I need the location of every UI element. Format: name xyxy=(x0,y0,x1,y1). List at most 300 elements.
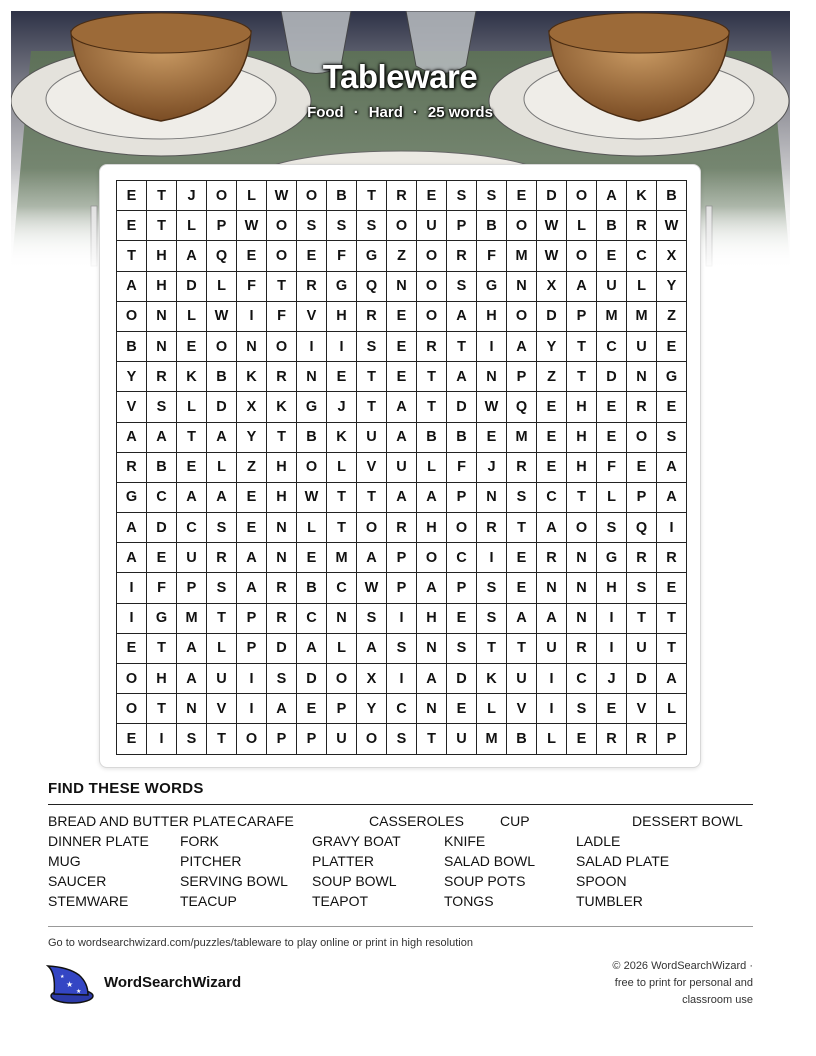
grid-cell[interactable]: E xyxy=(327,362,357,392)
grid-cell[interactable]: R xyxy=(627,392,657,422)
grid-cell[interactable]: Q xyxy=(207,241,237,271)
grid-cell[interactable]: C xyxy=(177,513,207,543)
grid-cell[interactable]: B xyxy=(597,211,627,241)
grid-cell[interactable]: Z xyxy=(537,362,567,392)
grid-cell[interactable]: Y xyxy=(357,694,387,724)
grid-cell[interactable]: A xyxy=(177,664,207,694)
grid-cell[interactable]: V xyxy=(117,392,147,422)
grid-cell[interactable]: C xyxy=(597,331,627,361)
grid-cell[interactable]: K xyxy=(237,362,267,392)
grid-cell[interactable]: X xyxy=(657,241,687,271)
grid-cell[interactable]: O xyxy=(327,664,357,694)
grid-cell[interactable]: A xyxy=(177,633,207,663)
play-online-link[interactable]: Go to wordsearchwizard.com/puzzles/tableware to play online or print in high resolution xyxy=(48,937,473,949)
grid-cell[interactable]: U xyxy=(417,211,447,241)
grid-cell[interactable]: A xyxy=(117,513,147,543)
grid-cell[interactable]: G xyxy=(117,482,147,512)
grid-cell[interactable]: U xyxy=(177,543,207,573)
grid-cell[interactable]: T xyxy=(627,603,657,633)
grid-cell[interactable]: N xyxy=(477,362,507,392)
grid-cell[interactable]: E xyxy=(597,422,627,452)
grid-cell[interactable]: A xyxy=(417,573,447,603)
grid-cell[interactable]: A xyxy=(207,422,237,452)
grid-cell[interactable]: R xyxy=(597,724,627,754)
grid-cell[interactable]: B xyxy=(327,181,357,211)
grid-cell[interactable]: T xyxy=(417,362,447,392)
grid-cell[interactable]: H xyxy=(147,664,177,694)
grid-cell[interactable]: I xyxy=(597,633,627,663)
grid-cell[interactable]: O xyxy=(417,241,447,271)
grid-cell[interactable]: S xyxy=(297,211,327,241)
grid-cell[interactable]: T xyxy=(147,633,177,663)
grid-cell[interactable]: T xyxy=(507,513,537,543)
grid-cell[interactable]: K xyxy=(477,664,507,694)
grid-cell[interactable]: T xyxy=(477,633,507,663)
grid-cell[interactable]: S xyxy=(477,603,507,633)
grid-cell[interactable]: I xyxy=(387,603,417,633)
grid-cell[interactable]: X xyxy=(237,392,267,422)
grid-cell[interactable]: O xyxy=(207,181,237,211)
grid-cell[interactable]: P xyxy=(387,543,417,573)
grid-cell[interactable]: T xyxy=(327,513,357,543)
grid-cell[interactable]: W xyxy=(237,211,267,241)
grid-cell[interactable]: U xyxy=(627,331,657,361)
grid-cell[interactable]: Z xyxy=(237,452,267,482)
grid-cell[interactable]: A xyxy=(537,603,567,633)
grid-cell[interactable]: L xyxy=(237,181,267,211)
grid-cell[interactable]: I xyxy=(387,664,417,694)
grid-cell[interactable]: E xyxy=(657,392,687,422)
grid-cell[interactable]: S xyxy=(627,573,657,603)
grid-cell[interactable]: O xyxy=(507,211,537,241)
grid-cell[interactable]: O xyxy=(117,664,147,694)
grid-cell[interactable]: E xyxy=(597,392,627,422)
grid-cell[interactable]: T xyxy=(447,331,477,361)
grid-cell[interactable]: Q xyxy=(507,392,537,422)
grid-cell[interactable]: P xyxy=(297,724,327,754)
grid-cell[interactable]: U xyxy=(597,271,627,301)
grid-cell[interactable]: S xyxy=(357,331,387,361)
grid-cell[interactable]: F xyxy=(597,452,627,482)
grid-cell[interactable]: A xyxy=(597,181,627,211)
grid-cell[interactable]: T xyxy=(657,633,687,663)
grid-cell[interactable]: D xyxy=(447,392,477,422)
grid-cell[interactable]: L xyxy=(657,694,687,724)
grid-cell[interactable]: S xyxy=(447,181,477,211)
grid-cell[interactable]: S xyxy=(327,211,357,241)
grid-cell[interactable]: A xyxy=(357,543,387,573)
grid-cell[interactable]: N xyxy=(177,694,207,724)
grid-cell[interactable]: O xyxy=(627,422,657,452)
grid-cell[interactable]: R xyxy=(627,724,657,754)
grid-cell[interactable]: E xyxy=(177,452,207,482)
grid-cell[interactable]: K xyxy=(627,181,657,211)
grid-cell[interactable]: E xyxy=(447,603,477,633)
grid-cell[interactable]: A xyxy=(237,573,267,603)
grid-cell[interactable]: S xyxy=(597,513,627,543)
grid-cell[interactable]: S xyxy=(477,181,507,211)
grid-cell[interactable]: N xyxy=(267,513,297,543)
grid-cell[interactable]: P xyxy=(207,211,237,241)
grid-cell[interactable]: D xyxy=(177,271,207,301)
grid-cell[interactable]: O xyxy=(447,513,477,543)
grid-cell[interactable]: G xyxy=(147,603,177,633)
grid-cell[interactable]: M xyxy=(507,241,537,271)
grid-cell[interactable]: W xyxy=(297,482,327,512)
grid-cell[interactable]: O xyxy=(267,211,297,241)
grid-cell[interactable]: O xyxy=(297,452,327,482)
grid-cell[interactable]: R xyxy=(267,603,297,633)
grid-cell[interactable]: W xyxy=(657,211,687,241)
grid-cell[interactable]: F xyxy=(447,452,477,482)
grid-cell[interactable]: H xyxy=(147,271,177,301)
grid-cell[interactable]: G xyxy=(477,271,507,301)
grid-cell[interactable]: E xyxy=(627,452,657,482)
grid-cell[interactable]: T xyxy=(417,724,447,754)
grid-cell[interactable]: T xyxy=(657,603,687,633)
grid-cell[interactable]: L xyxy=(327,452,357,482)
grid-cell[interactable]: S xyxy=(507,482,537,512)
grid-cell[interactable]: P xyxy=(627,482,657,512)
grid-cell[interactable]: S xyxy=(357,211,387,241)
grid-cell[interactable]: A xyxy=(447,362,477,392)
grid-cell[interactable]: O xyxy=(417,543,447,573)
grid-cell[interactable]: S xyxy=(387,633,417,663)
grid-cell[interactable]: B xyxy=(477,211,507,241)
grid-cell[interactable]: D xyxy=(297,664,327,694)
grid-cell[interactable]: B xyxy=(297,573,327,603)
grid-cell[interactable]: B xyxy=(657,181,687,211)
grid-cell[interactable]: B xyxy=(117,331,147,361)
grid-cell[interactable]: O xyxy=(507,301,537,331)
grid-cell[interactable]: O xyxy=(117,301,147,331)
grid-cell[interactable]: L xyxy=(537,724,567,754)
grid-cell[interactable]: L xyxy=(207,452,237,482)
grid-cell[interactable]: L xyxy=(627,271,657,301)
grid-cell[interactable]: D xyxy=(267,633,297,663)
grid-cell[interactable]: R xyxy=(357,301,387,331)
grid-cell[interactable]: T xyxy=(327,482,357,512)
grid-cell[interactable]: E xyxy=(297,543,327,573)
grid-cell[interactable]: S xyxy=(447,633,477,663)
grid-cell[interactable]: W xyxy=(537,241,567,271)
grid-cell[interactable]: H xyxy=(567,422,597,452)
grid-cell[interactable]: E xyxy=(447,694,477,724)
grid-cell[interactable]: T xyxy=(147,181,177,211)
grid-cell[interactable]: X xyxy=(357,664,387,694)
grid-cell[interactable]: T xyxy=(207,603,237,633)
grid-cell[interactable]: W xyxy=(357,573,387,603)
grid-cell[interactable]: U xyxy=(387,452,417,482)
grid-cell[interactable]: I xyxy=(327,331,357,361)
grid-cell[interactable]: T xyxy=(567,362,597,392)
grid-cell[interactable]: I xyxy=(117,603,147,633)
grid-cell[interactable]: A xyxy=(117,422,147,452)
grid-cell[interactable]: O xyxy=(567,241,597,271)
grid-cell[interactable]: G xyxy=(297,392,327,422)
grid-cell[interactable]: P xyxy=(177,573,207,603)
grid-cell[interactable]: Y xyxy=(117,362,147,392)
grid-cell[interactable]: D xyxy=(207,392,237,422)
grid-cell[interactable]: V xyxy=(357,452,387,482)
grid-cell[interactable]: O xyxy=(357,513,387,543)
grid-cell[interactable]: N xyxy=(567,543,597,573)
grid-cell[interactable]: E xyxy=(597,241,627,271)
grid-cell[interactable]: D xyxy=(447,664,477,694)
grid-cell[interactable]: A xyxy=(297,633,327,663)
grid-cell[interactable]: E xyxy=(477,422,507,452)
grid-cell[interactable]: R xyxy=(147,362,177,392)
grid-cell[interactable]: M xyxy=(177,603,207,633)
grid-cell[interactable]: D xyxy=(537,301,567,331)
grid-cell[interactable]: O xyxy=(297,181,327,211)
grid-cell[interactable]: E xyxy=(597,694,627,724)
grid-cell[interactable]: N xyxy=(567,603,597,633)
grid-cell[interactable]: I xyxy=(237,664,267,694)
grid-cell[interactable]: H xyxy=(567,452,597,482)
grid-cell[interactable]: P xyxy=(327,694,357,724)
grid-cell[interactable]: E xyxy=(537,452,567,482)
grid-cell[interactable]: S xyxy=(267,664,297,694)
grid-cell[interactable]: A xyxy=(537,513,567,543)
grid-cell[interactable]: J xyxy=(597,664,627,694)
grid-cell[interactable]: A xyxy=(147,422,177,452)
grid-cell[interactable]: N xyxy=(417,633,447,663)
grid-cell[interactable]: E xyxy=(537,392,567,422)
grid-cell[interactable]: R xyxy=(117,452,147,482)
grid-cell[interactable]: O xyxy=(387,211,417,241)
grid-cell[interactable]: A xyxy=(357,633,387,663)
grid-cell[interactable]: K xyxy=(267,392,297,422)
grid-cell[interactable]: A xyxy=(417,664,447,694)
grid-cell[interactable]: I xyxy=(297,331,327,361)
grid-cell[interactable]: Y xyxy=(537,331,567,361)
grid-cell[interactable]: U xyxy=(537,633,567,663)
grid-cell[interactable]: R xyxy=(267,573,297,603)
grid-cell[interactable]: D xyxy=(147,513,177,543)
grid-cell[interactable]: N xyxy=(417,694,447,724)
grid-cell[interactable]: D xyxy=(537,181,567,211)
grid-cell[interactable]: S xyxy=(177,724,207,754)
grid-cell[interactable]: A xyxy=(177,241,207,271)
grid-cell[interactable]: I xyxy=(237,301,267,331)
grid-cell[interactable]: N xyxy=(567,573,597,603)
grid-cell[interactable]: N xyxy=(507,271,537,301)
grid-cell[interactable]: A xyxy=(387,482,417,512)
grid-cell[interactable]: G xyxy=(657,362,687,392)
grid-cell[interactable]: N xyxy=(477,482,507,512)
grid-cell[interactable]: R xyxy=(297,271,327,301)
grid-cell[interactable]: U xyxy=(447,724,477,754)
grid-cell[interactable]: B xyxy=(147,452,177,482)
grid-cell[interactable]: T xyxy=(417,392,447,422)
grid-cell[interactable]: S xyxy=(207,573,237,603)
grid-cell[interactable]: R xyxy=(207,543,237,573)
grid-cell[interactable]: A xyxy=(507,603,537,633)
grid-cell[interactable]: M xyxy=(597,301,627,331)
grid-cell[interactable]: P xyxy=(387,573,417,603)
grid-cell[interactable]: R xyxy=(567,633,597,663)
grid-cell[interactable]: P xyxy=(237,633,267,663)
grid-cell[interactable]: H xyxy=(567,392,597,422)
grid-cell[interactable]: O xyxy=(207,331,237,361)
grid-cell[interactable]: A xyxy=(447,301,477,331)
grid-cell[interactable]: E xyxy=(117,211,147,241)
grid-cell[interactable]: L xyxy=(207,633,237,663)
grid-cell[interactable]: I xyxy=(237,694,267,724)
grid-cell[interactable]: E xyxy=(177,331,207,361)
grid-cell[interactable]: T xyxy=(267,422,297,452)
grid-cell[interactable]: Z xyxy=(657,301,687,331)
grid-cell[interactable]: S xyxy=(447,271,477,301)
grid-cell[interactable]: O xyxy=(417,301,447,331)
grid-cell[interactable]: P xyxy=(507,362,537,392)
grid-cell[interactable]: A xyxy=(657,452,687,482)
grid-cell[interactable]: R xyxy=(537,543,567,573)
grid-cell[interactable]: R xyxy=(387,513,417,543)
grid-cell[interactable]: T xyxy=(267,271,297,301)
grid-cell[interactable]: H xyxy=(597,573,627,603)
grid-cell[interactable]: P xyxy=(267,724,297,754)
grid-cell[interactable]: B xyxy=(447,422,477,452)
grid-cell[interactable]: F xyxy=(267,301,297,331)
grid-cell[interactable]: N xyxy=(147,301,177,331)
grid-cell[interactable]: N xyxy=(537,573,567,603)
grid-cell[interactable]: E xyxy=(507,543,537,573)
grid-cell[interactable]: E xyxy=(117,724,147,754)
grid-cell[interactable]: I xyxy=(477,331,507,361)
grid-cell[interactable]: H xyxy=(267,482,297,512)
grid-cell[interactable]: E xyxy=(507,181,537,211)
grid-cell[interactable]: N xyxy=(237,331,267,361)
grid-cell[interactable]: T xyxy=(357,362,387,392)
grid-cell[interactable]: T xyxy=(207,724,237,754)
grid-cell[interactable]: I xyxy=(117,573,147,603)
grid-cell[interactable]: K xyxy=(327,422,357,452)
grid-cell[interactable]: G xyxy=(357,241,387,271)
grid-cell[interactable]: T xyxy=(147,211,177,241)
grid-cell[interactable]: D xyxy=(627,664,657,694)
grid-cell[interactable]: Q xyxy=(627,513,657,543)
grid-cell[interactable]: D xyxy=(597,362,627,392)
grid-cell[interactable]: P xyxy=(447,482,477,512)
grid-cell[interactable]: I xyxy=(537,694,567,724)
grid-cell[interactable]: H xyxy=(417,513,447,543)
grid-cell[interactable]: V xyxy=(207,694,237,724)
grid-cell[interactable]: T xyxy=(117,241,147,271)
grid-cell[interactable]: R xyxy=(627,543,657,573)
grid-cell[interactable]: I xyxy=(147,724,177,754)
grid-cell[interactable]: O xyxy=(417,271,447,301)
grid-cell[interactable]: Y xyxy=(237,422,267,452)
grid-cell[interactable]: A xyxy=(387,422,417,452)
grid-cell[interactable]: S xyxy=(567,694,597,724)
grid-cell[interactable]: L xyxy=(177,211,207,241)
grid-cell[interactable]: U xyxy=(207,664,237,694)
grid-cell[interactable]: I xyxy=(537,664,567,694)
grid-cell[interactable]: O xyxy=(567,181,597,211)
grid-cell[interactable]: C xyxy=(297,603,327,633)
grid-cell[interactable]: E xyxy=(417,181,447,211)
grid-cell[interactable]: E xyxy=(657,573,687,603)
grid-cell[interactable]: A xyxy=(177,482,207,512)
grid-cell[interactable]: H xyxy=(147,241,177,271)
grid-cell[interactable]: B xyxy=(507,724,537,754)
grid-cell[interactable]: E xyxy=(297,694,327,724)
grid-cell[interactable]: E xyxy=(537,422,567,452)
grid-cell[interactable]: F xyxy=(327,241,357,271)
grid-cell[interactable]: G xyxy=(597,543,627,573)
grid-cell[interactable]: E xyxy=(657,331,687,361)
grid-cell[interactable]: U xyxy=(507,664,537,694)
grid-cell[interactable]: E xyxy=(147,543,177,573)
grid-cell[interactable]: H xyxy=(327,301,357,331)
grid-cell[interactable]: E xyxy=(387,362,417,392)
grid-cell[interactable]: O xyxy=(237,724,267,754)
grid-cell[interactable]: O xyxy=(567,513,597,543)
grid-cell[interactable]: U xyxy=(627,633,657,663)
grid-cell[interactable]: R xyxy=(657,543,687,573)
grid-cell[interactable]: A xyxy=(567,271,597,301)
grid-cell[interactable]: P xyxy=(657,724,687,754)
grid-cell[interactable]: N xyxy=(267,543,297,573)
grid-cell[interactable]: A xyxy=(207,482,237,512)
grid-cell[interactable]: Q xyxy=(357,271,387,301)
grid-cell[interactable]: R xyxy=(447,241,477,271)
grid-cell[interactable]: T xyxy=(147,694,177,724)
grid-cell[interactable]: I xyxy=(597,603,627,633)
grid-cell[interactable]: G xyxy=(327,271,357,301)
grid-cell[interactable]: T xyxy=(357,482,387,512)
grid-cell[interactable]: T xyxy=(567,331,597,361)
grid-cell[interactable]: H xyxy=(267,452,297,482)
grid-cell[interactable]: U xyxy=(327,724,357,754)
grid-cell[interactable]: L xyxy=(207,271,237,301)
grid-cell[interactable]: E xyxy=(387,331,417,361)
grid-cell[interactable]: F xyxy=(477,241,507,271)
grid-cell[interactable]: R xyxy=(417,331,447,361)
grid-cell[interactable]: T xyxy=(357,181,387,211)
grid-cell[interactable]: Z xyxy=(387,241,417,271)
grid-cell[interactable]: O xyxy=(267,331,297,361)
grid-cell[interactable]: M xyxy=(627,301,657,331)
grid-cell[interactable]: C xyxy=(147,482,177,512)
grid-cell[interactable]: V xyxy=(507,694,537,724)
grid-cell[interactable]: A xyxy=(507,331,537,361)
grid-cell[interactable]: A xyxy=(117,543,147,573)
grid-cell[interactable]: M xyxy=(477,724,507,754)
grid-cell[interactable]: Y xyxy=(657,271,687,301)
grid-cell[interactable]: S xyxy=(207,513,237,543)
grid-cell[interactable]: S xyxy=(357,603,387,633)
grid-cell[interactable]: T xyxy=(507,633,537,663)
grid-cell[interactable]: B xyxy=(207,362,237,392)
grid-cell[interactable]: R xyxy=(507,452,537,482)
grid-cell[interactable]: A xyxy=(117,271,147,301)
grid-cell[interactable]: R xyxy=(477,513,507,543)
grid-cell[interactable]: E xyxy=(387,301,417,331)
grid-cell[interactable]: N xyxy=(327,603,357,633)
grid-cell[interactable]: N xyxy=(387,271,417,301)
grid-cell[interactable]: V xyxy=(297,301,327,331)
grid-cell[interactable]: E xyxy=(237,482,267,512)
grid-cell[interactable]: H xyxy=(417,603,447,633)
grid-cell[interactable]: H xyxy=(477,301,507,331)
grid-cell[interactable]: N xyxy=(627,362,657,392)
grid-cell[interactable]: A xyxy=(417,482,447,512)
grid-cell[interactable]: B xyxy=(297,422,327,452)
grid-cell[interactable]: L xyxy=(597,482,627,512)
